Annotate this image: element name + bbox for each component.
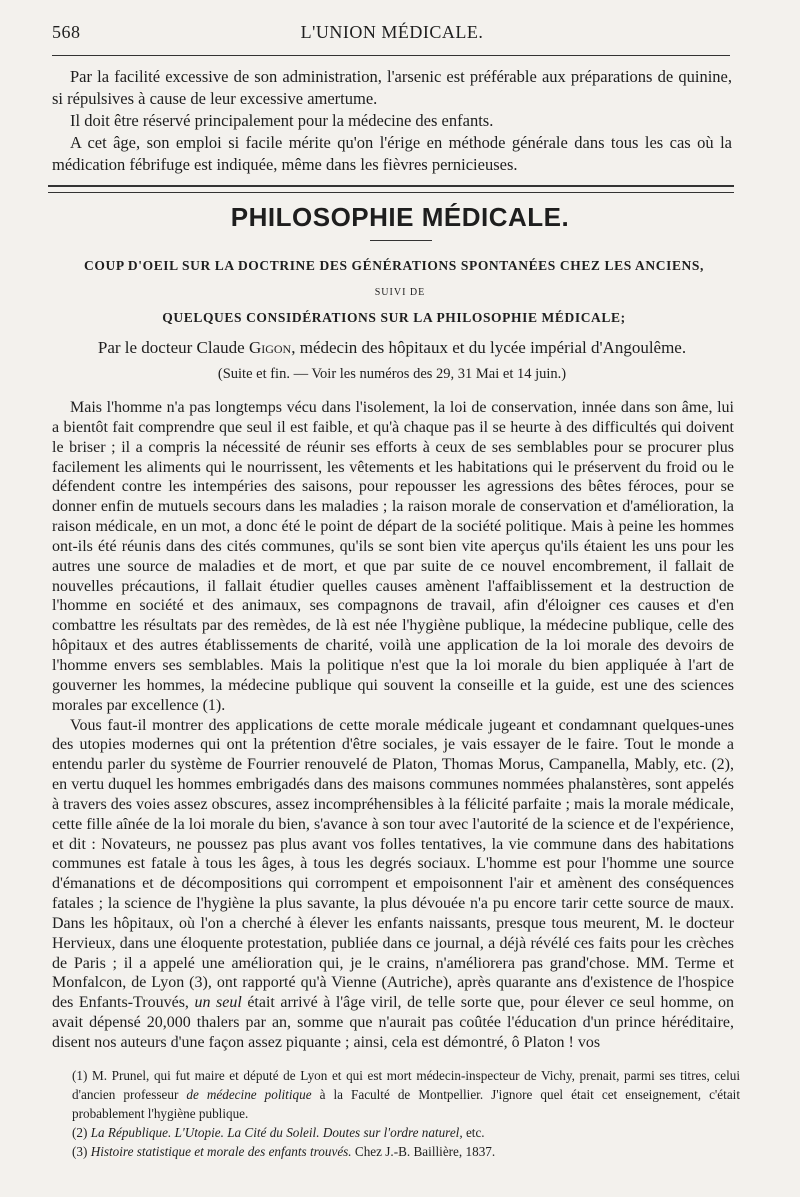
footnote-2: [72, 1123, 740, 1142]
intro-paragraph: Il doit être réservé principalement pour la médecine des enfants.: [70, 111, 494, 130]
intro-paragraph: Par la facilité excessive de son administration, l'arsenic est préférable aux préparations de quinine, si répulsives à cause de leur excessive amertume.: [52, 67, 732, 108]
author-suffix: , médecin des hôpitaux et du lycée impérial d'Angoulême.: [291, 338, 687, 357]
footnote-number: (2): [72, 1125, 88, 1140]
footnote-text: (1) M. Prunel, qui fut maire et député de Lyon et qui est mort médecin-inspecteur de Vichy, prenait, parmi ses titres, celui d'ancien professeur: [72, 1068, 740, 1102]
footnote-number: (3): [72, 1144, 88, 1159]
footnote-emphasis: de médecine politique: [186, 1087, 312, 1102]
article-subtitle-2: QUELQUES CONSIDÉRATIONS SUR LA PHILOSOPHIE MÉDICALE;: [162, 310, 626, 325]
header-rule: [52, 55, 730, 56]
footnote-emphasis: Histoire statistique et morale des enfants trouvés.: [90, 1144, 352, 1159]
footnote-1: [72, 1066, 740, 1123]
body-paragraph-text: Vous faut-il montrer des applications de cette morale médicale jugeant et condamnant quelques-unes des utopies modernes qui ont la prétention d'être sociales, je vais essayer de le faire. Tout le monde a entendu parler du système de Fourrier renouvelé de Platon, Thomas Morus, Campanella, Mably, etc. (2), en vertu duquel les hommes embrigadés dans des maisons communes nommées phalanstères, sont appelés à travers des voies assez obscures, assez incompréhensibles à la félicité parfaite ; mais la morale médicale, cette fille aînée de la loi morale du bien, s'avance à son tour avec l'autorité de la science et de l'expérience, et dit : Novateurs, ne poussez pas plus avant vos folles tentatives, la vie commune dans des habitations communes est fatale à tous les âges, à tous les degrés sociaux. L'homme est pour l'homme une source d'émanations et de décompositions qui corrompent et empoisonnent l'air et amènent des conséquences fatales ; la science de l'hygiène la plus savante, la plus dévouée n'a pu encore tarir cette source de maux. Dans les hôpitaux, où l'on a cherché à élever les enfants naissants, presque tous meurent, M. le docteur Hervieux, dans une éloquente protestation, publiée dans ce journal, a déjà révélé ces faits pour les crèches de Paris ; il a appelé une amélioration qui, je le crains, n'améliorera pas grand'chose. MM. Terme et Monfalcon, de Lyon (3), ont rapporté qu'à Vienne (Autriche), après quarante ans d'existence de l'hospice des Enfants-Trouvés,: [52, 716, 734, 1012]
footnote-3: [72, 1142, 740, 1161]
body-paragraph-end: était arrivé à l'âge viril, de telle sorte que, pour élever ce seul homme, on avait dépensé 20,000 thalers par an, somme que n'aurait pas coûtée l'éducation d'un prince héréditaire, disent nos auteurs d'une façon assez piquante ; ainsi, cela est démontré, ô Platon ! vos: [52, 994, 735, 1051]
intro-paragraph: A cet âge, son emploi si facile mérite qu'on l'érige en méthode générale dans tous les cas où la médication fébrifuge est indiquée, même dans les fièvres pernicieuses.: [52, 133, 732, 174]
article-body: [52, 398, 734, 1053]
author-line: [52, 338, 732, 358]
body-paragraph: [52, 716, 734, 1053]
continuation-note: (Suite et fin. — Voir les numéros des 29, 31 Mai et 14 juin.): [217, 366, 567, 382]
section-divider: [48, 185, 734, 193]
journal-title: L'UNION MÉDICALE.: [300, 22, 484, 42]
body-paragraph: Mais l'homme n'a pas longtemps vécu dans l'isolement, la loi de conservation, innée dans son âme, lui a bientôt fait comprendre que seul il est faible, et qu'à chaque pas il se heurte à des difficultés qui doivent le briser ; il a compris la nécessité de réunir ses efforts à ceux de ses semblables pour se procurer plus facilement les aliments qui le nourrissent, les vêtements et les habitations qui le préservent du froid ou le défendent contre les intempéries des saisons, pour repousser les agressions des bêtes féroces, pour se donner enfin de mutuels secours dans les maladies ; la raison morale de conservation et d'amélioration, la raison médicale, en un mot, a donc été le point de départ de la société politique. Mais à peine les hommes ont-ils été réunis dans des cités communes, qu'ils se sont bien vite aperçus qu'ils étaient les uns pour les autres une source de maladies et de mort, et que par suite de ce nouvel encombrement, il fallait de nouvelles précautions, il fallait étudier quelles causes amènent l'affaiblissement et la destruction de l'homme en société et des animaux, ses compagnons de travail, afin d'éloigner ces causes et d'en combattre les résultats par des remèdes, de là est née l'hygiène publique, la médecine publique, celle des hôpitaux et des autres établissements de charité, voilà une application de la loi morale des devoirs de l'homme envers ses semblables. Mais la politique n'est que la loi morale du bien appliquée à l'art de gouverner les hommes, la médecine publique qui souvent la conseille et la guide, est une des sciences morales par excellence (1).: [52, 399, 734, 714]
footnote-emphasis: La République. L'Utopie. La Cité du Soleil. Doutes sur l'ordre naturel,: [90, 1125, 463, 1140]
emphasis: un seul: [194, 994, 242, 1012]
author-prefix: Par le docteur Claude: [97, 338, 245, 357]
previous-article-ending: [52, 66, 732, 176]
footnote-text: Chez J.-B. Baillière, 1837.: [354, 1144, 496, 1159]
footnote-text: à la Faculté de Montpellier. J'ignore quel était cet enseignement, c'était probablement l'hygiène publique.: [72, 1087, 741, 1121]
footnotes: [72, 1066, 740, 1161]
footnote-text: etc.: [465, 1125, 485, 1140]
section-title: PHILOSOPHIE MÉDICALE.: [230, 202, 570, 232]
page-header: [52, 22, 732, 50]
page-number: 568: [52, 22, 81, 42]
article-subtitle: COUP D'OEIL SUR LA DOCTRINE DES GÉNÉRATIONS SPONTANÉES CHEZ LES ANCIENS,: [84, 258, 704, 273]
title-underline: [370, 240, 432, 241]
suivi-de: SUIVI DE: [374, 287, 426, 298]
author-name: Gigon: [248, 338, 292, 357]
